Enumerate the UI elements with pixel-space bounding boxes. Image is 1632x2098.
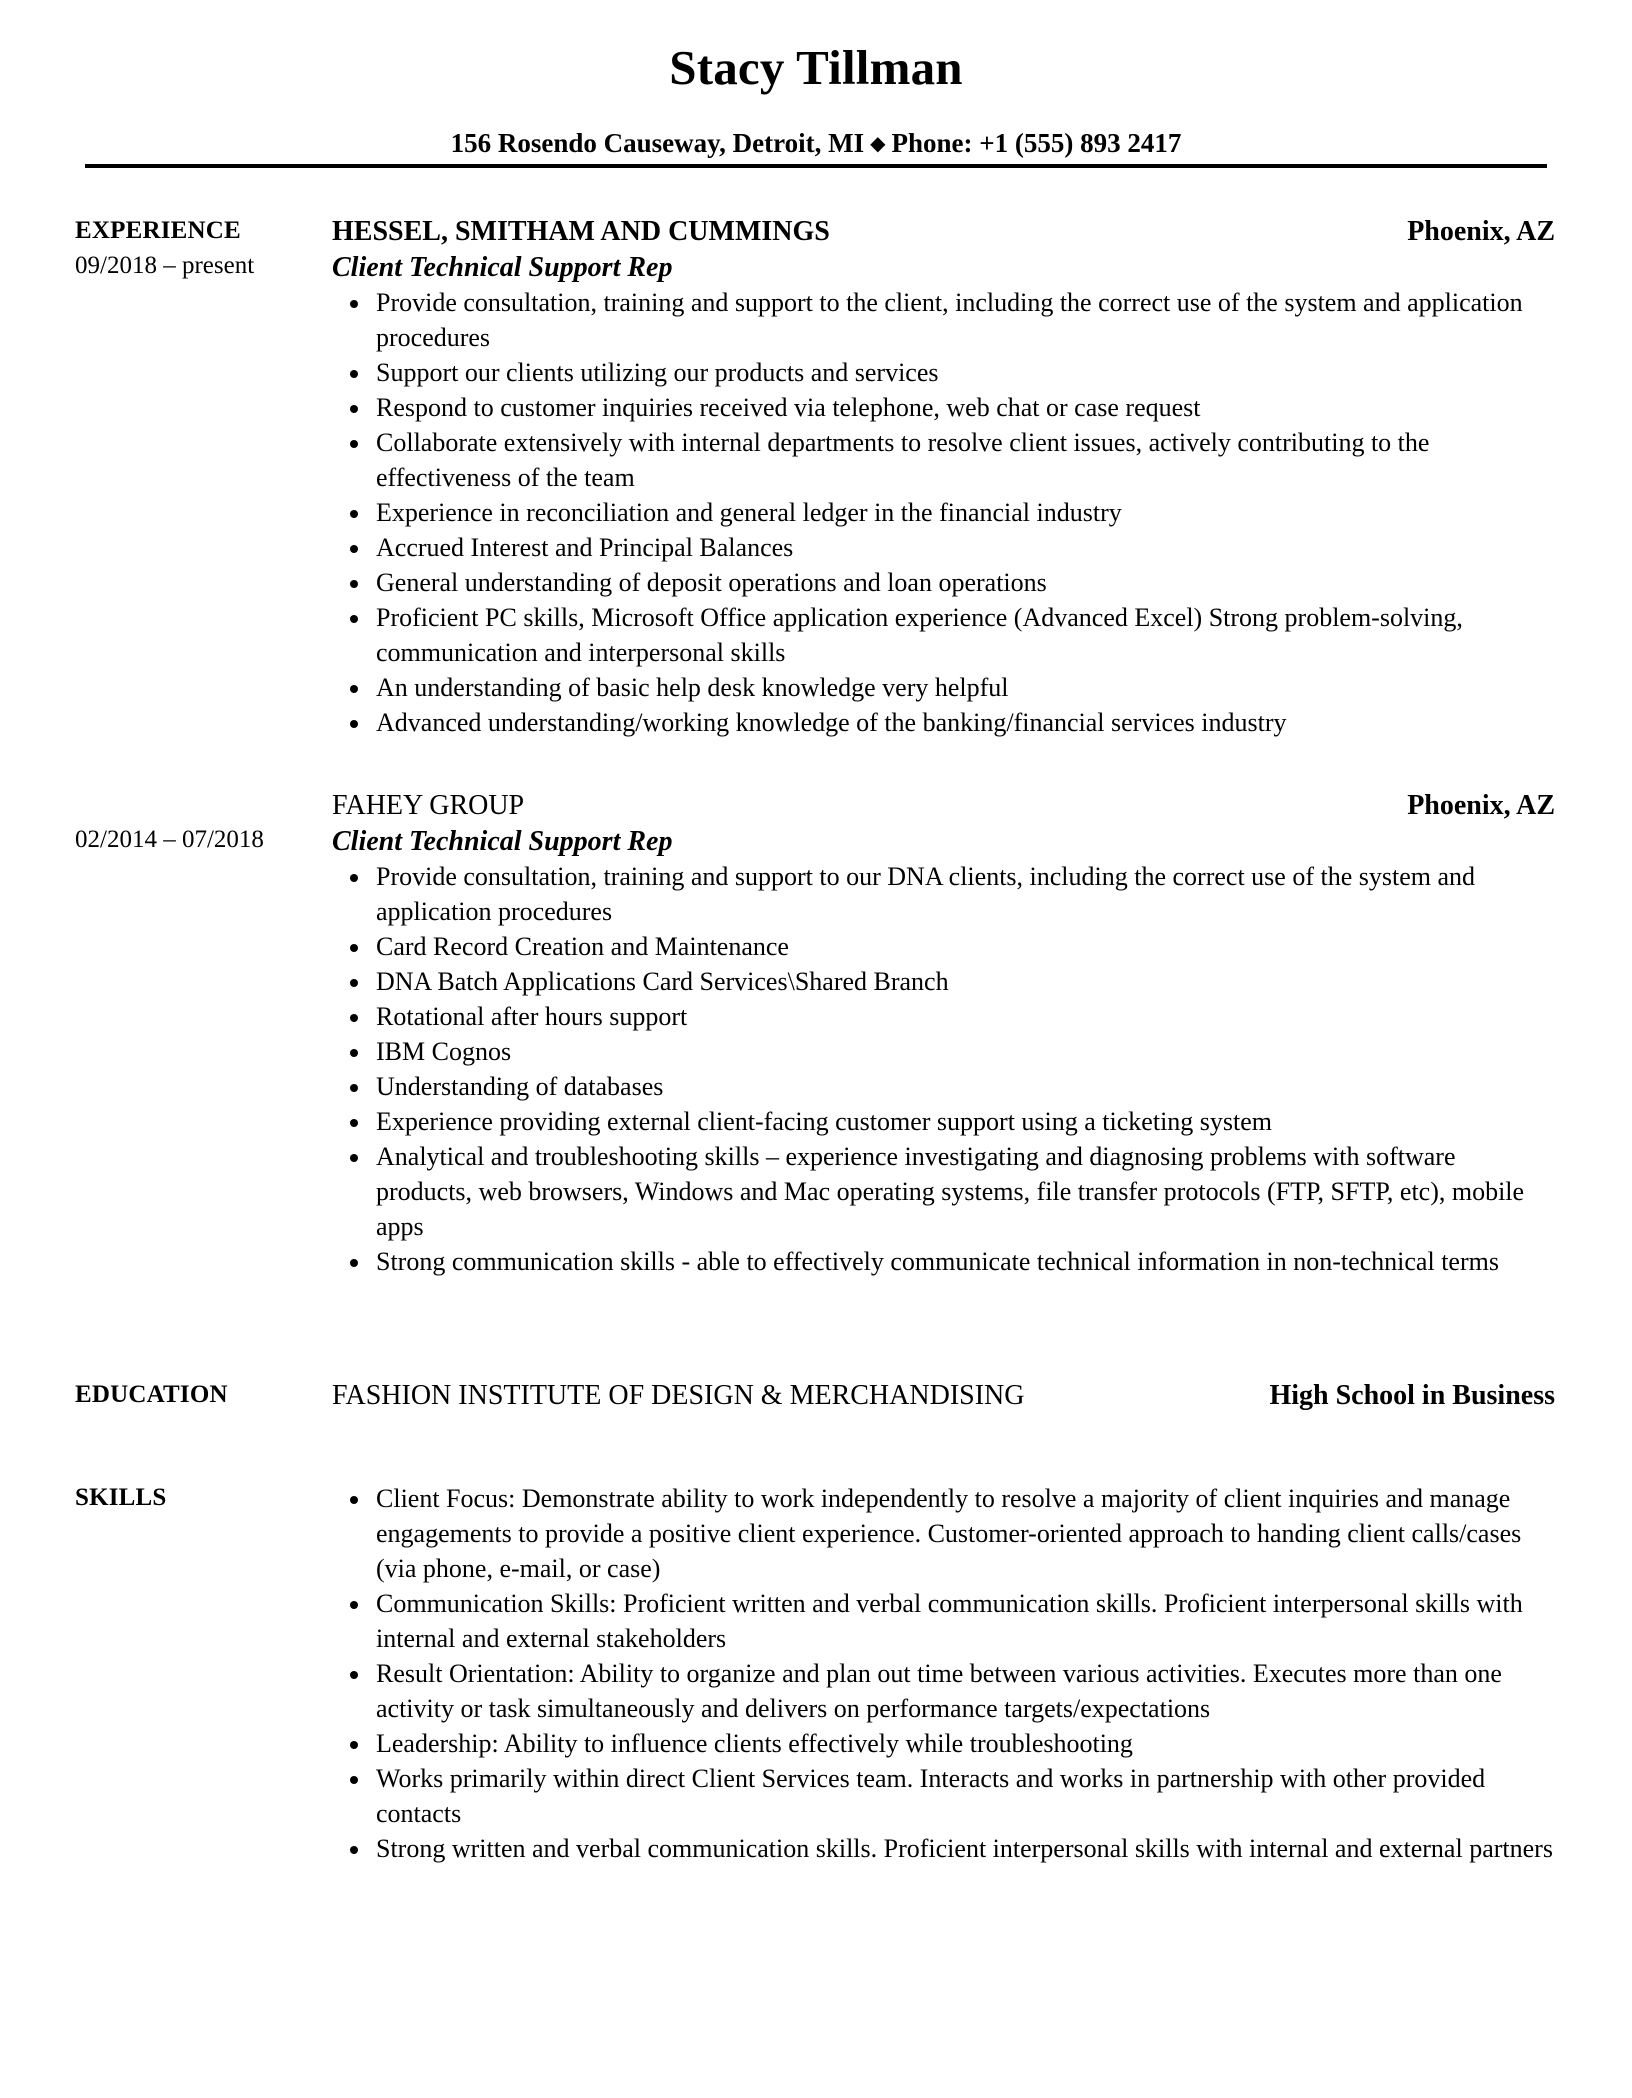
job-entry — [332, 788, 1555, 1279]
list-item: IBM Cognos — [332, 1034, 1555, 1069]
list-item: Collaborate extensively with internal departments to resolve client issues, actively contributing to the effectiveness of the team — [332, 425, 1555, 495]
list-item: Card Record Creation and Maintenance — [332, 929, 1555, 964]
diamond-icon: ◆ — [870, 133, 886, 155]
list-item: An understanding of basic help desk knowledge very helpful — [332, 670, 1555, 705]
list-item: Rotational after hours support — [332, 999, 1555, 1034]
skills-bullets — [332, 1481, 1555, 1866]
list-item: Strong communication skills - able to effectively communicate technical information in non-technical terms — [332, 1244, 1555, 1279]
list-item: Result Orientation: Ability to organize and plan out time between various activities. Executes more than one activity or task simultaneously and delivers on performance targets/expectations — [332, 1656, 1555, 1726]
job-header — [332, 214, 1555, 250]
job-bullets — [332, 285, 1555, 740]
header-divider — [85, 164, 1547, 168]
list-item: Client Focus: Demonstrate ability to work independently to resolve a majority of client inquiries and manage engagements to provide a positive client experience. Customer-oriented approach to handing client calls/cases (via phone, e-mail, or case) — [332, 1481, 1555, 1586]
job-title: Client Technical Support Rep — [332, 252, 673, 283]
list-item: DNA Batch Applications Card Services\Shared Branch — [332, 964, 1555, 999]
job-dates: 09/2018 – present — [75, 252, 255, 279]
list-item: Analytical and troubleshooting skills – experience investigating and diagnosing problems with software products, web browsers, Windows and Mac operating systems, file transfer protocols (FTP, SFTP, etc), mobile apps — [332, 1139, 1555, 1244]
candidate-name: Stacy Tillman — [669, 40, 963, 95]
list-item: Respond to customer inquiries received via telephone, web chat or case request — [332, 390, 1555, 425]
degree: High School in Business — [1269, 1380, 1555, 1411]
phone: Phone: +1 (555) 893 2417 — [891, 128, 1182, 158]
list-item: Provide consultation, training and support to the client, including the correct use of the system and application procedures — [332, 285, 1555, 355]
list-item: Leadership: Ability to influence clients effectively while troubleshooting — [332, 1726, 1555, 1761]
address: 156 Rosendo Causeway, Detroit, MI — [450, 128, 865, 158]
company-name: FAHEY GROUP — [332, 790, 525, 821]
education-header — [332, 1378, 1555, 1414]
skills-entry — [332, 1481, 1555, 1866]
job-entry — [332, 214, 1555, 740]
section-heading-education: EDUCATION — [75, 1381, 228, 1408]
section-heading-skills: SKILLS — [75, 1484, 167, 1511]
section-heading-experience: EXPERIENCE — [75, 217, 241, 244]
company-name: HESSEL, SMITHAM AND CUMMINGS — [332, 216, 830, 247]
list-item: General understanding of deposit operations and loan operations — [332, 565, 1555, 600]
job-title: Client Technical Support Rep — [332, 826, 673, 857]
list-item: Provide consultation, training and support to our DNA clients, including the correct use of the system and application procedures — [332, 859, 1555, 929]
job-bullets — [332, 859, 1555, 1279]
list-item: Accrued Interest and Principal Balances — [332, 530, 1555, 565]
list-item: Communication Skills: Proficient written and verbal communication skills. Proficient interpersonal skills with internal and external stakeholders — [332, 1586, 1555, 1656]
list-item: Proficient PC skills, Microsoft Office application experience (Advanced Excel) Strong problem-solving, communication and interpersonal skills — [332, 600, 1555, 670]
list-item: Strong written and verbal communication skills. Proficient interpersonal skills with internal and external partners — [332, 1831, 1555, 1866]
list-item: Experience providing external client-facing customer support using a ticketing system — [332, 1104, 1555, 1139]
list-item: Support our clients utilizing our products and services — [332, 355, 1555, 390]
list-item: Works primarily within direct Client Services team. Interacts and works in partnership with other provided contacts — [332, 1761, 1555, 1831]
job-header — [332, 788, 1555, 824]
education-entry — [332, 1378, 1555, 1414]
job-location: Phoenix, AZ — [1407, 790, 1555, 821]
list-item: Understanding of databases — [332, 1069, 1555, 1104]
list-item: Experience in reconciliation and general ledger in the financial industry — [332, 495, 1555, 530]
contact-line — [0, 126, 1632, 161]
list-item: Advanced understanding/working knowledge of the banking/financial services industry — [332, 705, 1555, 740]
school-name: FASHION INSTITUTE OF DESIGN & MERCHANDISING — [332, 1380, 1025, 1411]
job-location: Phoenix, AZ — [1407, 216, 1555, 247]
job-dates: 02/2014 – 07/2018 — [75, 826, 264, 853]
